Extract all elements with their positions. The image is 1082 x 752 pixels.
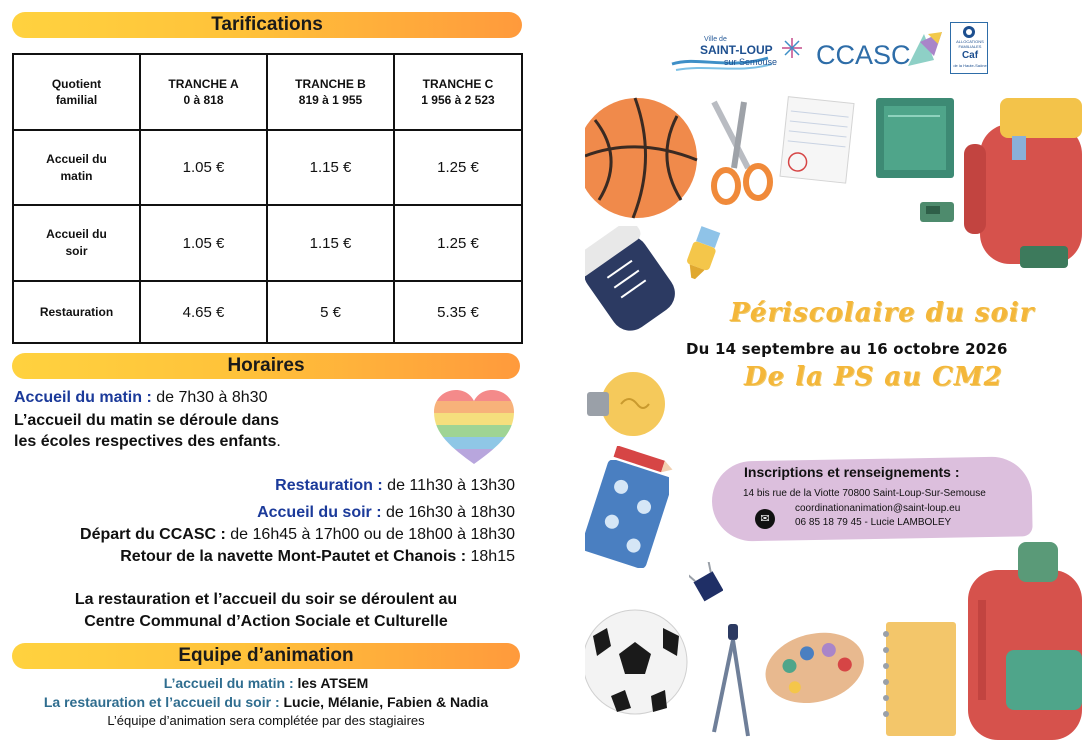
- sharpener-icon: [918, 198, 958, 224]
- tranche-a-range: 0 à 818: [183, 93, 224, 107]
- price-cell: 1.05 €: [140, 130, 267, 205]
- tarifications-banner: [12, 12, 522, 38]
- retour-label: Retour de la navette Mont-Pautet et Chanois :: [120, 548, 467, 565]
- price-cell: 5.35 €: [394, 281, 522, 343]
- header-quotient: Quotient familial: [13, 54, 140, 130]
- price-cell: 1.25 €: [394, 130, 522, 205]
- header-tranche-a: [140, 54, 267, 130]
- soccer-ball-icon: [585, 586, 689, 740]
- equipe-soir: [12, 693, 520, 711]
- price-cell: 1.05 €: [140, 205, 267, 281]
- tranche-b-range: 819 à 1 955: [298, 93, 363, 107]
- caf-name: Caf: [961, 50, 979, 61]
- caf-logo: [950, 22, 988, 74]
- paint-palette-icon: [760, 624, 868, 706]
- horaire-retour: [35, 546, 515, 567]
- binder-clip-icon: [689, 562, 723, 602]
- inscriptions-address: 14 bis rue de la Viotte 70800 Saint-Loup-Sur-Semouse: [743, 488, 986, 499]
- horaire-matin: [14, 387, 267, 408]
- price-cell: 1.25 €: [394, 205, 522, 281]
- poster-niveaux: De la PS au CM2: [744, 362, 1003, 392]
- equipe-note: L’équipe d’animation sera complétée par des stagiaires: [107, 713, 425, 728]
- tranche-c-range: 1 956 à 2 523: [421, 93, 495, 107]
- table-row: [13, 205, 522, 281]
- poster-title: Périscolaire du soir: [730, 298, 1035, 328]
- price-cell: 4.65 €: [140, 281, 267, 343]
- horaires-banner: [12, 353, 520, 379]
- ville-small: Ville de: [704, 36, 727, 43]
- matin-note-text: les écoles respectives des enfants: [14, 433, 277, 450]
- saint-loup-logo: [668, 34, 804, 78]
- horaire-restauration: [75, 475, 515, 496]
- caf-top: ALLOCATIONS FAMILIALES: [956, 39, 984, 49]
- row-label: Accueil du soir: [13, 205, 140, 281]
- ville-sub: sur Semouse: [724, 57, 778, 67]
- matin-note-end: .: [276, 433, 281, 450]
- price-cell: 5 €: [267, 281, 394, 343]
- matin-time: de 7h30 à 8h30: [151, 389, 268, 406]
- ville-name: SAINT-LOUP: [700, 43, 773, 57]
- backpack-bottom-icon: [958, 540, 1082, 740]
- depart-label: Départ du CCASC :: [80, 526, 226, 543]
- notebook-icon: [874, 96, 958, 180]
- ccasc-text: CCASC: [816, 40, 911, 70]
- tarifs-table: [12, 53, 523, 344]
- matin-note-line-1: L’accueil du matin se déroule dans: [14, 412, 279, 429]
- poster-dates: Du 14 septembre au 16 octobre 2026: [686, 340, 1008, 358]
- compass-icon: [708, 622, 758, 740]
- caf-sub: de la Haute-Saône: [953, 63, 987, 68]
- equipe-soir-label: La restauration et l’accueil du soir :: [43, 694, 280, 710]
- row-label: Accueil du matin: [13, 130, 140, 205]
- inscriptions-title: Inscriptions et renseignements :: [744, 464, 960, 480]
- lightbulb-icon: [585, 366, 667, 450]
- ccasc-logo: [812, 30, 942, 76]
- soir-time: de 16h30 à 18h30: [381, 504, 515, 521]
- row-label: Restauration: [13, 281, 140, 343]
- depart-time: de 16h45 à 17h00 ou de 18h00 à 18h30: [225, 526, 515, 543]
- tarifications-title: Tarifications: [211, 14, 323, 35]
- scissors-icon: [704, 98, 776, 208]
- header-tranche-c: [394, 54, 522, 130]
- header-tranche-b: [267, 54, 394, 130]
- pencil-case-icon: [585, 460, 669, 568]
- restauration-time: de 11h30 à 13h30: [382, 477, 515, 494]
- backpack-icon: [960, 96, 1082, 272]
- spiral-notebook-icon: [880, 620, 960, 740]
- horaires-title: Horaires: [227, 355, 305, 376]
- matin-note-line-2: [14, 431, 281, 452]
- horaire-soir: [75, 502, 515, 523]
- envelope-icon: ✉: [755, 509, 775, 529]
- equipe-banner: [12, 643, 520, 669]
- tranche-a-label: TRANCHE A: [168, 77, 239, 91]
- price-cell: 1.15 €: [267, 205, 394, 281]
- sneaker-icon: [585, 226, 675, 342]
- table-header-row: [13, 54, 522, 130]
- tranche-b-label: TRANCHE B: [295, 77, 366, 91]
- basketball-icon: [585, 96, 705, 220]
- table-row: [13, 130, 522, 205]
- inscriptions-email[interactable]: coordinationanimation@saint-loup.eu: [795, 503, 961, 514]
- table-row: [13, 281, 522, 343]
- caf-emblem-icon: [957, 25, 981, 39]
- equipe-matin: [12, 674, 520, 692]
- price-cell: 1.15 €: [267, 130, 394, 205]
- soir-label: Accueil du soir :: [257, 504, 382, 521]
- tranche-c-label: TRANCHE C: [422, 77, 494, 91]
- highlighter-icon: [682, 226, 722, 282]
- equipe-matin-label: L’accueil du matin :: [163, 675, 294, 691]
- rainbow-heart-icon: [432, 388, 516, 466]
- equipe-title: Equipe d’animation: [178, 645, 354, 666]
- lieu-line-1: La restauration et l’accueil du soir se déroulent au: [74, 591, 458, 608]
- inscriptions-phone: 06 85 18 79 45 - Lucie LAMBOLEY: [795, 517, 952, 528]
- equipe-matin-value: les ATSEM: [293, 675, 369, 691]
- retour-time: 18h15: [466, 548, 515, 565]
- restauration-label: Restauration :: [275, 477, 383, 494]
- lieu-line-2: Centre Communal d’Action Sociale et Culturelle: [84, 613, 448, 630]
- paper-sheet-icon: [776, 96, 860, 184]
- equipe-soir-value: Lucie, Mélanie, Fabien & Nadia: [279, 694, 489, 710]
- matin-label: Accueil du matin :: [14, 389, 152, 406]
- ccasc-triangles-icon: [904, 30, 944, 70]
- horaire-depart: [35, 524, 515, 545]
